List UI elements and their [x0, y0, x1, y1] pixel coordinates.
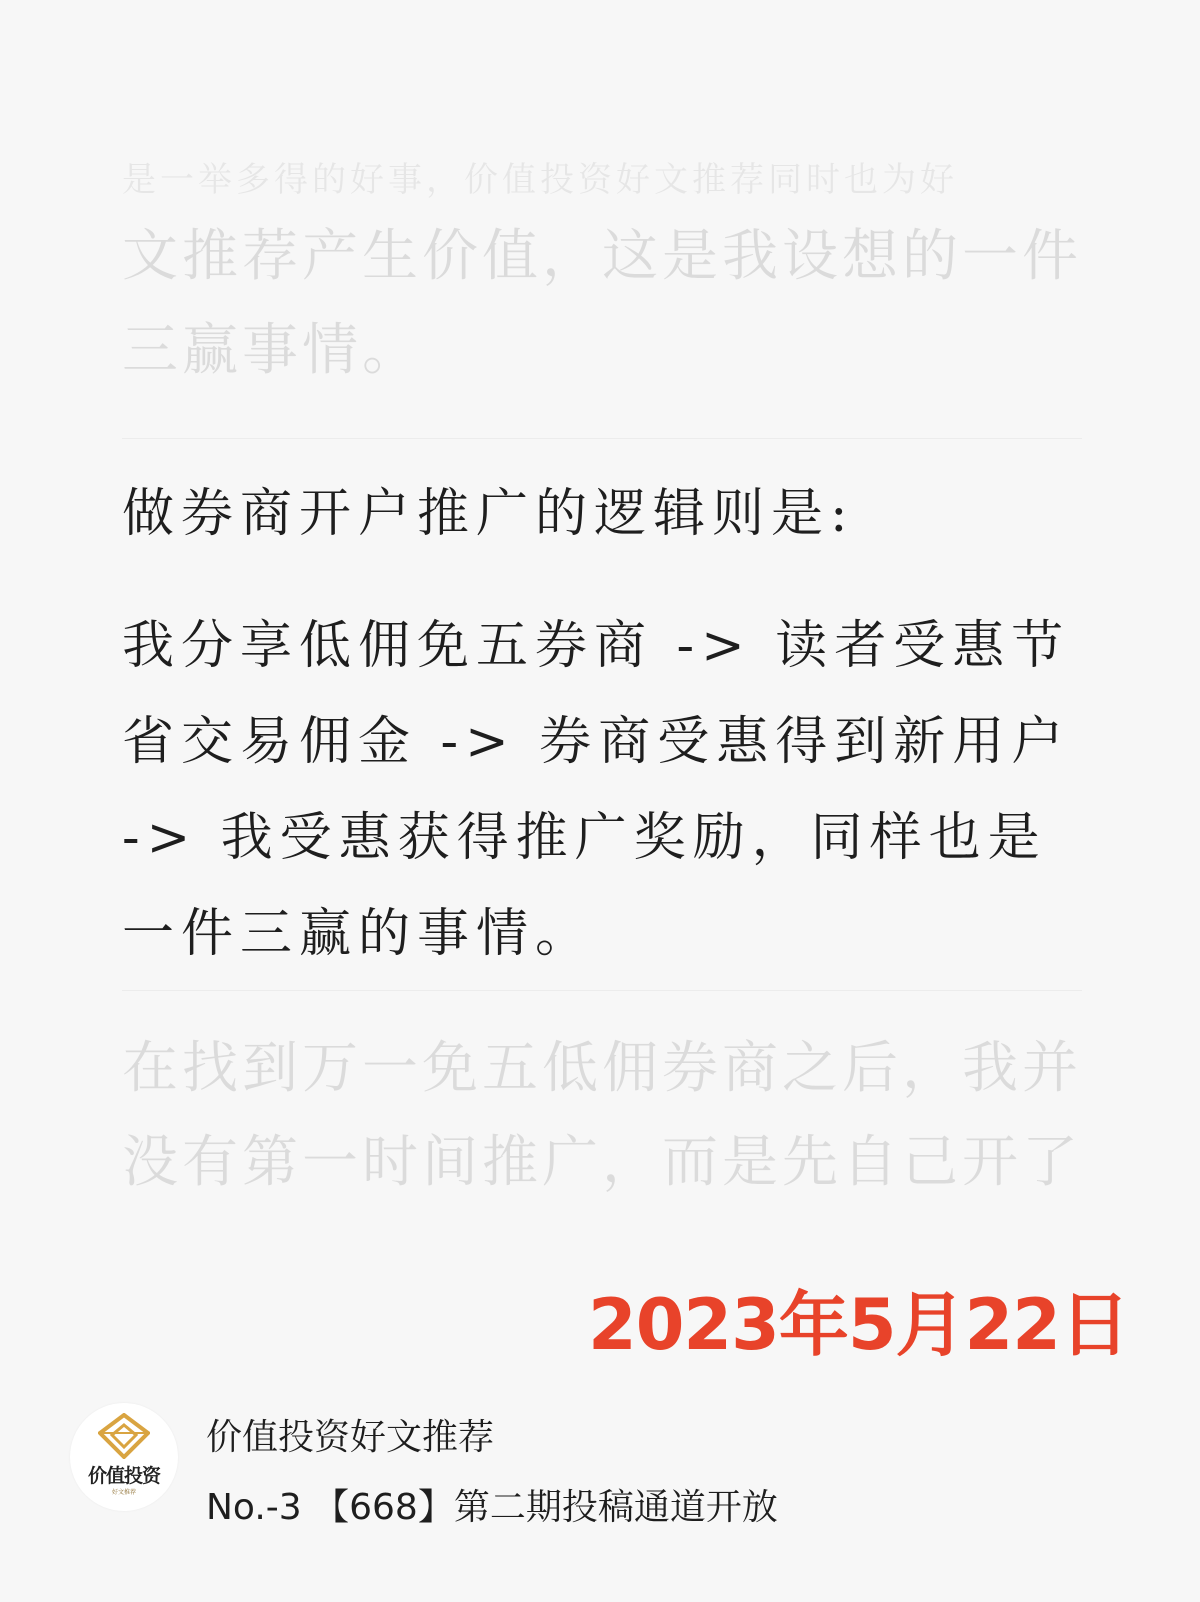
diamond-logo-icon — [98, 1413, 150, 1459]
paragraph-line: 一件三赢的事情。 — [122, 904, 595, 964]
paragraph-line: 我分享低佣免五券商 -> 读者受惠节 — [122, 616, 1071, 676]
divider — [122, 438, 1082, 439]
paragraph-line: -> 我受惠获得推广奖励，同样也是 — [122, 808, 1047, 868]
logo-subtext: 好文推荐 — [111, 1489, 136, 1496]
faded-text-bottom — [122, 1022, 1082, 1210]
faded-line: 文推荐产生价值，这是我设想的一件 — [122, 224, 1082, 289]
faded-line-partial: 是一举多得的好事，价值投资好文推荐同时也为好 — [122, 160, 958, 200]
divider — [122, 990, 1082, 991]
main-paragraph — [122, 598, 1092, 982]
faded-text-top — [122, 150, 1082, 398]
faded-line: 在找到万一免五低佣券商之后，我并 — [122, 1036, 1082, 1101]
brand-logo — [70, 1403, 178, 1511]
date-stamp: 2023年5月22日 — [588, 1284, 1129, 1366]
footer-subtitle: No.-3 【668】第二期投稿通道开放 — [206, 1487, 778, 1528]
logo-text: 价值投资 — [87, 1465, 160, 1487]
paragraph-line: 省交易佣金 -> 券商受惠得到新用户 — [122, 712, 1071, 772]
faded-line: 三赢事情。 — [122, 318, 422, 383]
faded-line: 没有第一时间推广，而是先自己开了 — [122, 1130, 1082, 1195]
footer-title: 价值投资好文推荐 — [206, 1417, 495, 1458]
section-heading: 做券商开户推广的逻辑则是: — [122, 484, 855, 544]
